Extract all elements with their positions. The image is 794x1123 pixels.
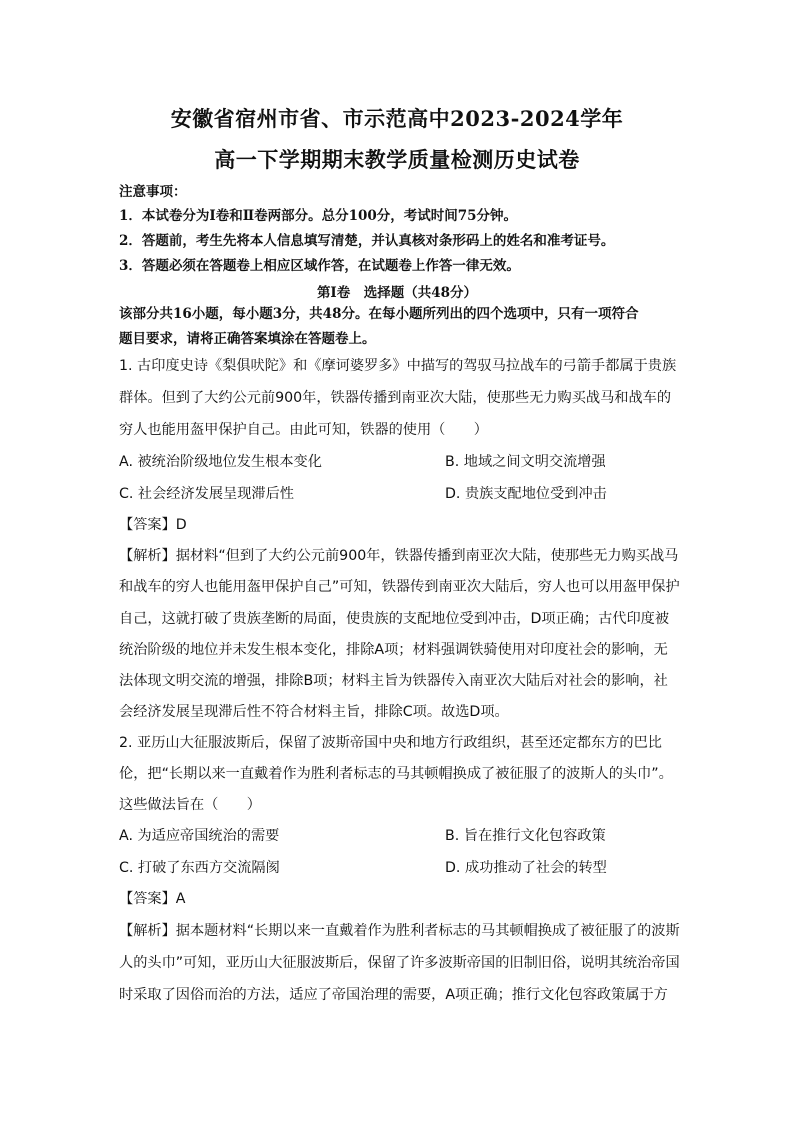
question-1-text: 1. 古印度史诗《梨俱吠陀》和《摩诃婆罗多》中描写的驾驭马拉战车的弓箭手都属于贵族 (119, 358, 677, 374)
question-2-text: 2. 亚历山大征服波斯后，保留了波斯帝国中央和地方行政组织，甚至还定都东方的巴比 (119, 735, 662, 751)
question-1-analysis: 和战车的穷人也能用盔甲保护自己”可知，铁器传到南亚次大陆后，穷人也可以用盔甲保护 (119, 579, 680, 595)
section-intro: 该部分共16小题，每小题3分，共48分。在每小题所列出的四个选项中，只有一项符合 (119, 306, 639, 322)
question-1-option-d: D. 贵族支配地位受到冲击 (445, 486, 607, 502)
page-title-line1: 安徽省宿州市省、市示范高中2023-2024学年 (170, 106, 624, 131)
question-2-analysis: 人的头巾”可知，亚历山大征服波斯后，保留了许多波斯帝国的旧制旧俗，说明其统治帝国 (119, 955, 680, 971)
question-1-option-b: B. 地域之间文明交流增强 (445, 454, 606, 470)
question-1-analysis: 会经济发展呈现滞后性不符合材料主旨，排除C项。故选D项。 (119, 704, 509, 720)
question-2-answer: 【答案】A (119, 891, 186, 907)
question-1-text: 群体。但到了大约公元前900年，铁器传播到南亚次大陆，使那些无力购买战马和战车的 (119, 390, 672, 406)
question-1-analysis: 【解析】据材料“但到了大约公元前900年，铁器传播到南亚次大陆，使那些无力购买战马 (119, 548, 679, 564)
question-1-option-c: C. 社会经济发展呈现滞后性 (119, 486, 294, 502)
question-1-option-a: A. 被统治阶级地位发生根本变化 (119, 454, 322, 470)
question-2-option-a: A. 为适应帝国统治的需要 (119, 828, 280, 844)
question-2-analysis: 【解析】据本题材料“长期以来一直戴着作为胜利者标志的马其顿帽换成了被征服了的波斯 (119, 923, 680, 939)
question-1-answer: 【答案】D (119, 517, 187, 533)
question-1-analysis: 自己，这就打破了贵族垄断的局面，使贵族的支配地位受到冲击，D项正确；古代印度被 (119, 611, 670, 627)
question-1-analysis: 法体现文明交流的增强，排除B项；材料主旨为铁器传入南亚次大陆后对社会的影响，社 (119, 673, 668, 689)
page-title-line2: 高一下学期期末教学质量检测历史试卷 (214, 147, 580, 172)
question-1-analysis: 统治阶级的地位并未发生根本变化，排除A项；材料强调铁骑使用对印度社会的影响，无 (119, 642, 668, 658)
notice-item: 3．答题必须在答题卷上相应区域作答，在试题卷上作答一律无效。 (119, 258, 520, 274)
question-2-text: 伦，把“长期以来一直戴着作为胜利者标志的马其顿帽换成了被征服了的波斯人的头巾”。 (119, 766, 673, 782)
section-title: 第Ⅰ卷 选择题（共48分） (316, 285, 478, 301)
question-2-text: 这些做法旨在（ ） (119, 797, 261, 813)
question-2-analysis: 时采取了因俗而治的方法，适应了帝国治理的需要，A项正确；推行文化包容政策属于方 (119, 987, 668, 1003)
notice-heading: 注意事项： (119, 184, 187, 200)
section-intro: 题目要求，请将正确答案填涂在答题卷上。 (119, 331, 376, 347)
question-1-text: 穷人也能用盔甲保护自己。由此可知，铁器的使用（ ） (119, 422, 488, 438)
question-2-option-c: C. 打破了东西方交流隔阂 (119, 860, 280, 876)
notice-item: 2．答题前，考生先将本人信息填写清楚，并认真核对条形码上的姓名和准考证号。 (119, 233, 615, 249)
question-2-option-d: D. 成功推动了社会的转型 (445, 860, 607, 876)
question-2-option-b: B. 旨在推行文化包容政策 (445, 828, 606, 844)
notice-item: 1．本试卷分为Ⅰ卷和Ⅱ卷两部分。总分100分，考试时间75分钟。 (119, 208, 518, 224)
